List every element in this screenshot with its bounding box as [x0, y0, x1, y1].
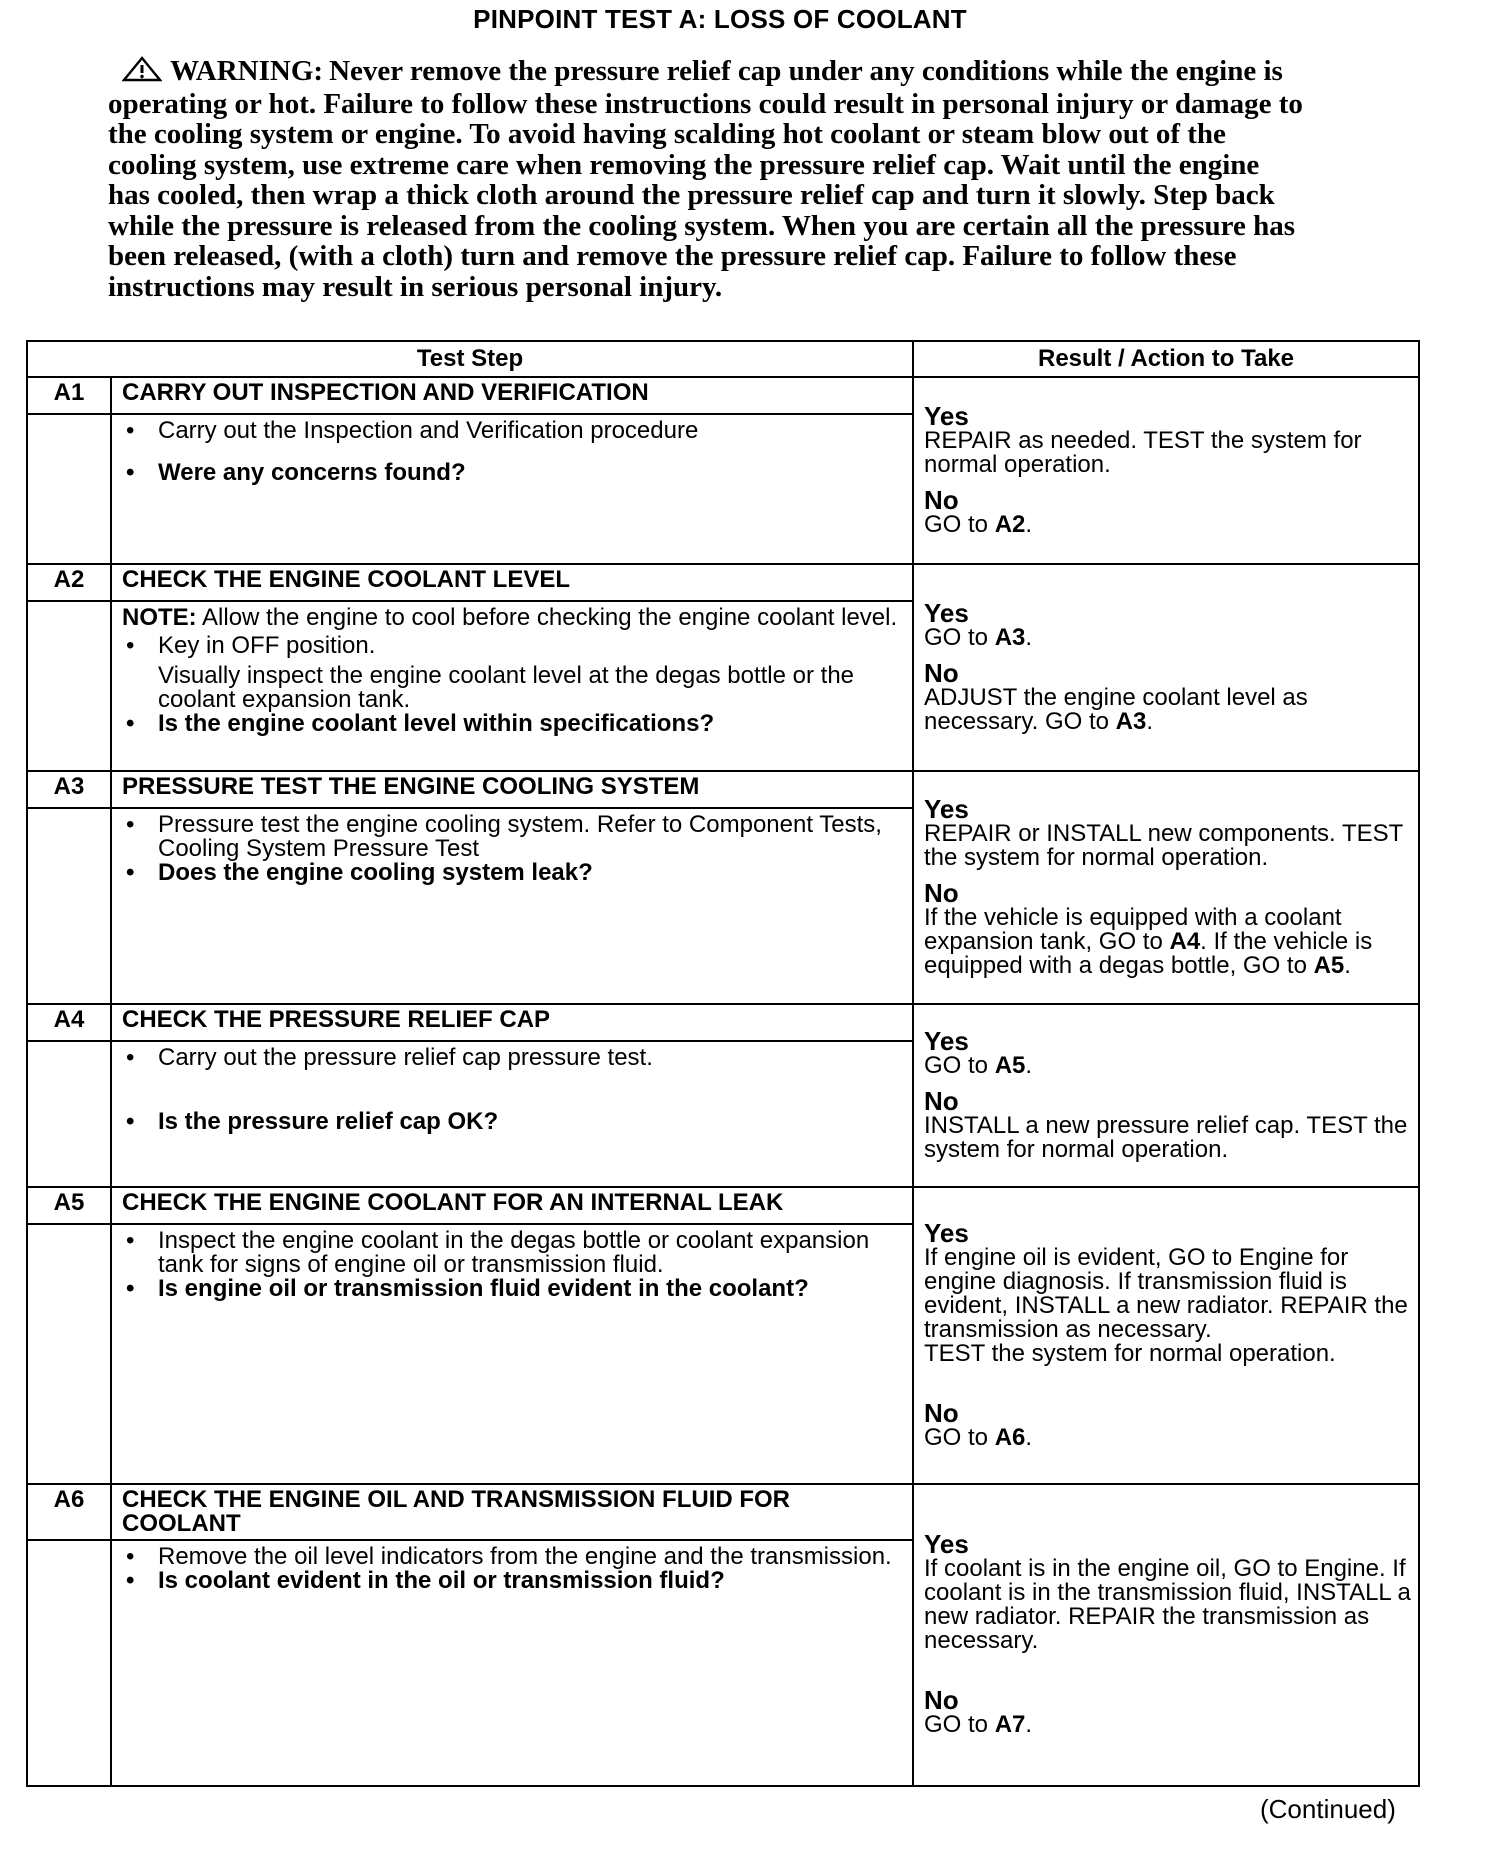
no-action: GO to A6. [924, 1423, 1033, 1451]
step-title: CARRY OUT INSPECTION AND VERIFICATION [111, 377, 913, 414]
yes-action: GO to A5. [924, 1051, 1033, 1079]
step-title-row [27, 564, 1419, 601]
warning-triangle-icon [122, 56, 162, 89]
step-id: A3 [27, 771, 111, 808]
yes-action: If engine oil is evident, GO to Engine for engine diagnosis. If transmission fluid is evident, INSTALL a new radiator. REPAIR the transmission as necessary. [924, 1243, 1408, 1343]
step-content [111, 1224, 913, 1484]
no-action: GO to A7. [924, 1711, 1033, 1738]
step-result [913, 771, 1419, 1004]
no-label: No [924, 877, 959, 908]
no-action: ADJUST the engine coolant level as necessary. GO to A3. [924, 683, 1308, 735]
step-bullet: • Pressure test the engine cooling system. Refer to Component Tests, Cooling System Pressure Test [122, 813, 902, 861]
step-content [111, 414, 913, 564]
step-title-row [27, 1004, 1419, 1041]
step-ref: A3 [994, 623, 1026, 651]
no-action: If the vehicle is equipped with a coolant expansion tank, GO to A4. If the vehicle is equipped with a degas bottle, GO to A5. [924, 903, 1373, 979]
step-title: CHECK THE ENGINE COOLANT LEVEL [111, 564, 913, 601]
no-label: No [924, 1397, 959, 1428]
step-ref: A6 [994, 1423, 1026, 1451]
step-title: CHECK THE PRESSURE RELIEF CAP [111, 1004, 913, 1041]
step-ref: A5 [1313, 951, 1345, 979]
step-bullet: • Remove the oil level indicators from the engine and the transmission. [122, 1545, 902, 1569]
note-label: NOTE: [122, 604, 197, 631]
table-header-row [27, 341, 1419, 377]
step-content [111, 1041, 913, 1187]
step-result [913, 1484, 1419, 1786]
step-id: A2 [27, 564, 111, 601]
step-question: • Does the engine cooling system leak? [122, 861, 902, 885]
continued-label: (Continued) [1260, 1794, 1396, 1824]
step-title: CHECK THE ENGINE COOLANT FOR AN INTERNAL LEAK [111, 1187, 913, 1224]
step-content [111, 808, 913, 1004]
warning-block [108, 56, 1308, 302]
step-result [913, 1004, 1419, 1187]
step-note [122, 606, 902, 630]
note-text: Allow the engine to cool before checking the engine coolant level. [202, 604, 898, 631]
no-label: No [924, 1085, 959, 1116]
step-bullet: • Inspect the engine coolant in the degas bottle or coolant expansion tank for signs of engine oil or transmission fluid. [122, 1229, 902, 1277]
yes-action: REPAIR or INSTALL new components. TEST the system for normal operation. [924, 819, 1403, 871]
yes-action: GO to A3. [924, 623, 1033, 651]
no-action: GO to A2. [924, 510, 1033, 538]
no-label: No [924, 657, 959, 688]
header-result-action: Result / Action to Take [913, 341, 1419, 377]
yes-label: Yes [924, 597, 969, 628]
step-result [913, 564, 1419, 771]
page-title: PINPOINT TEST A: LOSS OF COOLANT [473, 4, 967, 34]
pinpoint-test-table [26, 340, 1420, 1787]
step-bullet: • Carry out the pressure relief cap pressure test. [122, 1046, 902, 1070]
step-title: CHECK THE ENGINE OIL AND TRANSMISSION FLUID FOR COOLANT [111, 1484, 913, 1540]
no-label: No [924, 484, 959, 515]
step-id: A4 [27, 1004, 111, 1041]
no-action: INSTALL a new pressure relief cap. TEST the system for normal operation. [924, 1111, 1408, 1163]
step-bullet: • Carry out the Inspection and Verification procedure [122, 419, 902, 443]
yes-label: Yes [924, 1529, 969, 1559]
step-question: • Is the pressure relief cap OK? [122, 1110, 902, 1134]
step-title-row [27, 377, 1419, 414]
step-id: A6 [27, 1484, 111, 1540]
step-ref: A7 [994, 1711, 1026, 1738]
yes-action-2: TEST the system for normal operation. [924, 1339, 1336, 1367]
step-ref: A3 [1115, 707, 1147, 735]
step-question: • Is coolant evident in the oil or transmission fluid? [122, 1569, 902, 1593]
step-bullet: • Key in OFF position. [122, 634, 902, 658]
step-title-row [27, 1187, 1419, 1224]
step-paragraph: Visually inspect the engine coolant level at the degas bottle or the coolant expansion tank. [158, 662, 855, 713]
yes-action: If coolant is in the engine oil, GO to Engine. If coolant is in the transmission fluid, INSTALL a new radiator. REPAIR the transmission as necessary. [924, 1555, 1411, 1654]
step-title-row [27, 771, 1419, 808]
yes-label: Yes [924, 1217, 969, 1248]
yes-label: Yes [924, 400, 969, 431]
warning-text: Never remove the pressure relief cap under any conditions while the engine is operating or hot. Failure to follow these instructions could result in personal injury or damage to the cooling system or engine. To avoid having scalding hot coolant or steam blow out of the cooling system, use extreme care when removing the pressure relief cap. Wait until the engine has cooled, then wrap a thick cloth around the pressure relief cap and turn it slowly. Step back while the pressure is released from the cooling system. When you are certain all the pressure has been released, (with a cloth) turn and remove the pressure relief cap. Failure to follow these instructions may result in serious personal injury. [108, 55, 1303, 303]
no-label: No [924, 1685, 959, 1715]
step-question: • Is the engine coolant level within specifications? [122, 712, 902, 736]
yes-action: REPAIR as needed. TEST the system for normal operation. [924, 426, 1362, 478]
header-test-step: Test Step [27, 341, 913, 377]
step-id: A5 [27, 1187, 111, 1224]
step-content [111, 601, 913, 771]
step-result [913, 377, 1419, 564]
step-title-row [27, 1484, 1419, 1540]
yes-label: Yes [924, 793, 969, 824]
step-ref: A4 [1169, 927, 1201, 955]
warning-label: WARNING: [170, 55, 324, 87]
step-question: • Were any concerns found? [122, 461, 902, 485]
step-content [111, 1540, 913, 1786]
step-ref: A5 [994, 1051, 1026, 1079]
step-question: • Is engine oil or transmission fluid evident in the coolant? [122, 1277, 902, 1301]
step-ref: A2 [994, 510, 1026, 538]
step-result [913, 1187, 1419, 1484]
step-id: A1 [27, 377, 111, 414]
step-title: PRESSURE TEST THE ENGINE COOLING SYSTEM [111, 771, 913, 808]
yes-label: Yes [924, 1025, 969, 1056]
